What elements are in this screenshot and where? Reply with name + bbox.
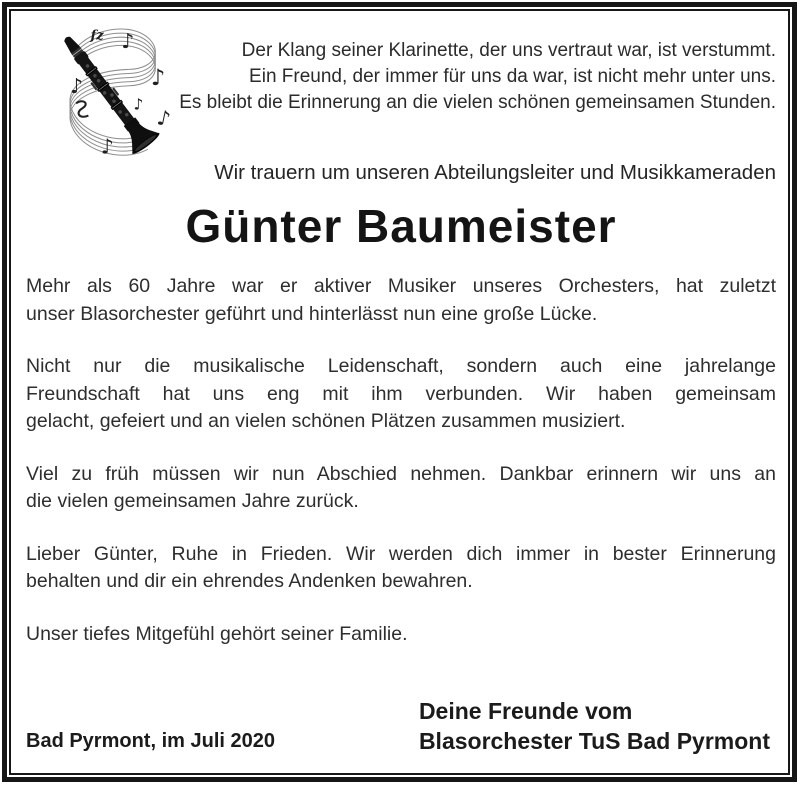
note-icon: ♪: [100, 134, 114, 159]
paragraph-line: Freundschaft hat uns eng mit ihm verbunden. Wir haben gemeinsam: [26, 382, 776, 405]
notice-content: [11, 11, 788, 773]
inner-border: [9, 9, 790, 775]
note-icon: ♪: [133, 95, 144, 114]
paragraph-line: die vielen gemeinsamen Jahre zurück.: [26, 490, 359, 512]
body-paragraph: [26, 541, 776, 596]
paragraph-line: behalten und dir ein ehrendes Andenken bewahren.: [26, 570, 473, 592]
note-icon: ♪: [69, 73, 84, 98]
deceased-name: Günter Baumeister: [185, 200, 617, 252]
text-line: Der Klang seiner Klarinette, der uns vertraut war, ist verstummt.: [241, 40, 776, 61]
note-icon: ♪: [150, 64, 166, 91]
paragraph-line: Unser tiefes Mitgefühl gehört seiner Familie.: [26, 622, 408, 645]
text-line: Deine Freunde vom: [418, 698, 633, 724]
dynamics-marking: fz: [90, 27, 104, 44]
notice-footer: [26, 696, 776, 756]
notice-body: [26, 273, 776, 648]
obituary-notice: [2, 2, 797, 782]
place-date: Bad Pyrmont, im Juli 2020: [26, 730, 275, 752]
paragraph-line: Viel zu früh müssen wir nun Abschied nehmen. Dankbar erinnern wir uns an: [26, 462, 776, 485]
intro-line: Wir trauern um unseren Abteilungsleiter und Musikkameraden: [214, 161, 776, 184]
text-line: Es bleibt die Erinnerung an die vielen schönen gemeinsamen Stunden.: [179, 92, 776, 113]
paragraph-line: Lieber Günter, Ruhe in Frieden. Wir werden dich immer in bester Erinnerung: [26, 542, 776, 565]
body-paragraph: [26, 273, 776, 328]
paragraph-line: Nicht nur die musikalische Leidenschaft, sondern auch eine jahrelange: [26, 355, 776, 377]
paragraph-line: unser Blasorchester geführt und hinterlässt nun eine große Lücke.: [26, 302, 598, 325]
note-icon: ♪: [121, 28, 135, 53]
text-line: Ein Freund, der immer für uns da war, ist nicht mehr unter uns.: [249, 66, 776, 87]
clarinet-music-illustration: [31, 17, 195, 171]
body-paragraph: [26, 461, 776, 516]
body-paragraph: [26, 621, 776, 649]
body-paragraph: [26, 353, 776, 436]
text-line: Blasorchester TuS Bad Pyrmont: [418, 728, 770, 754]
ornament-squiggle: [76, 101, 88, 116]
paragraph-line: Mehr als 60 Jahre war er aktiver Musiker unseres Orchesters, hat zuletzt: [26, 275, 776, 297]
paragraph-line: gelacht, gefeiert und an vielen schönen Plätzen zusammen musiziert.: [26, 410, 626, 432]
note-icon: ♪: [155, 105, 173, 132]
signature-block: [419, 696, 770, 756]
